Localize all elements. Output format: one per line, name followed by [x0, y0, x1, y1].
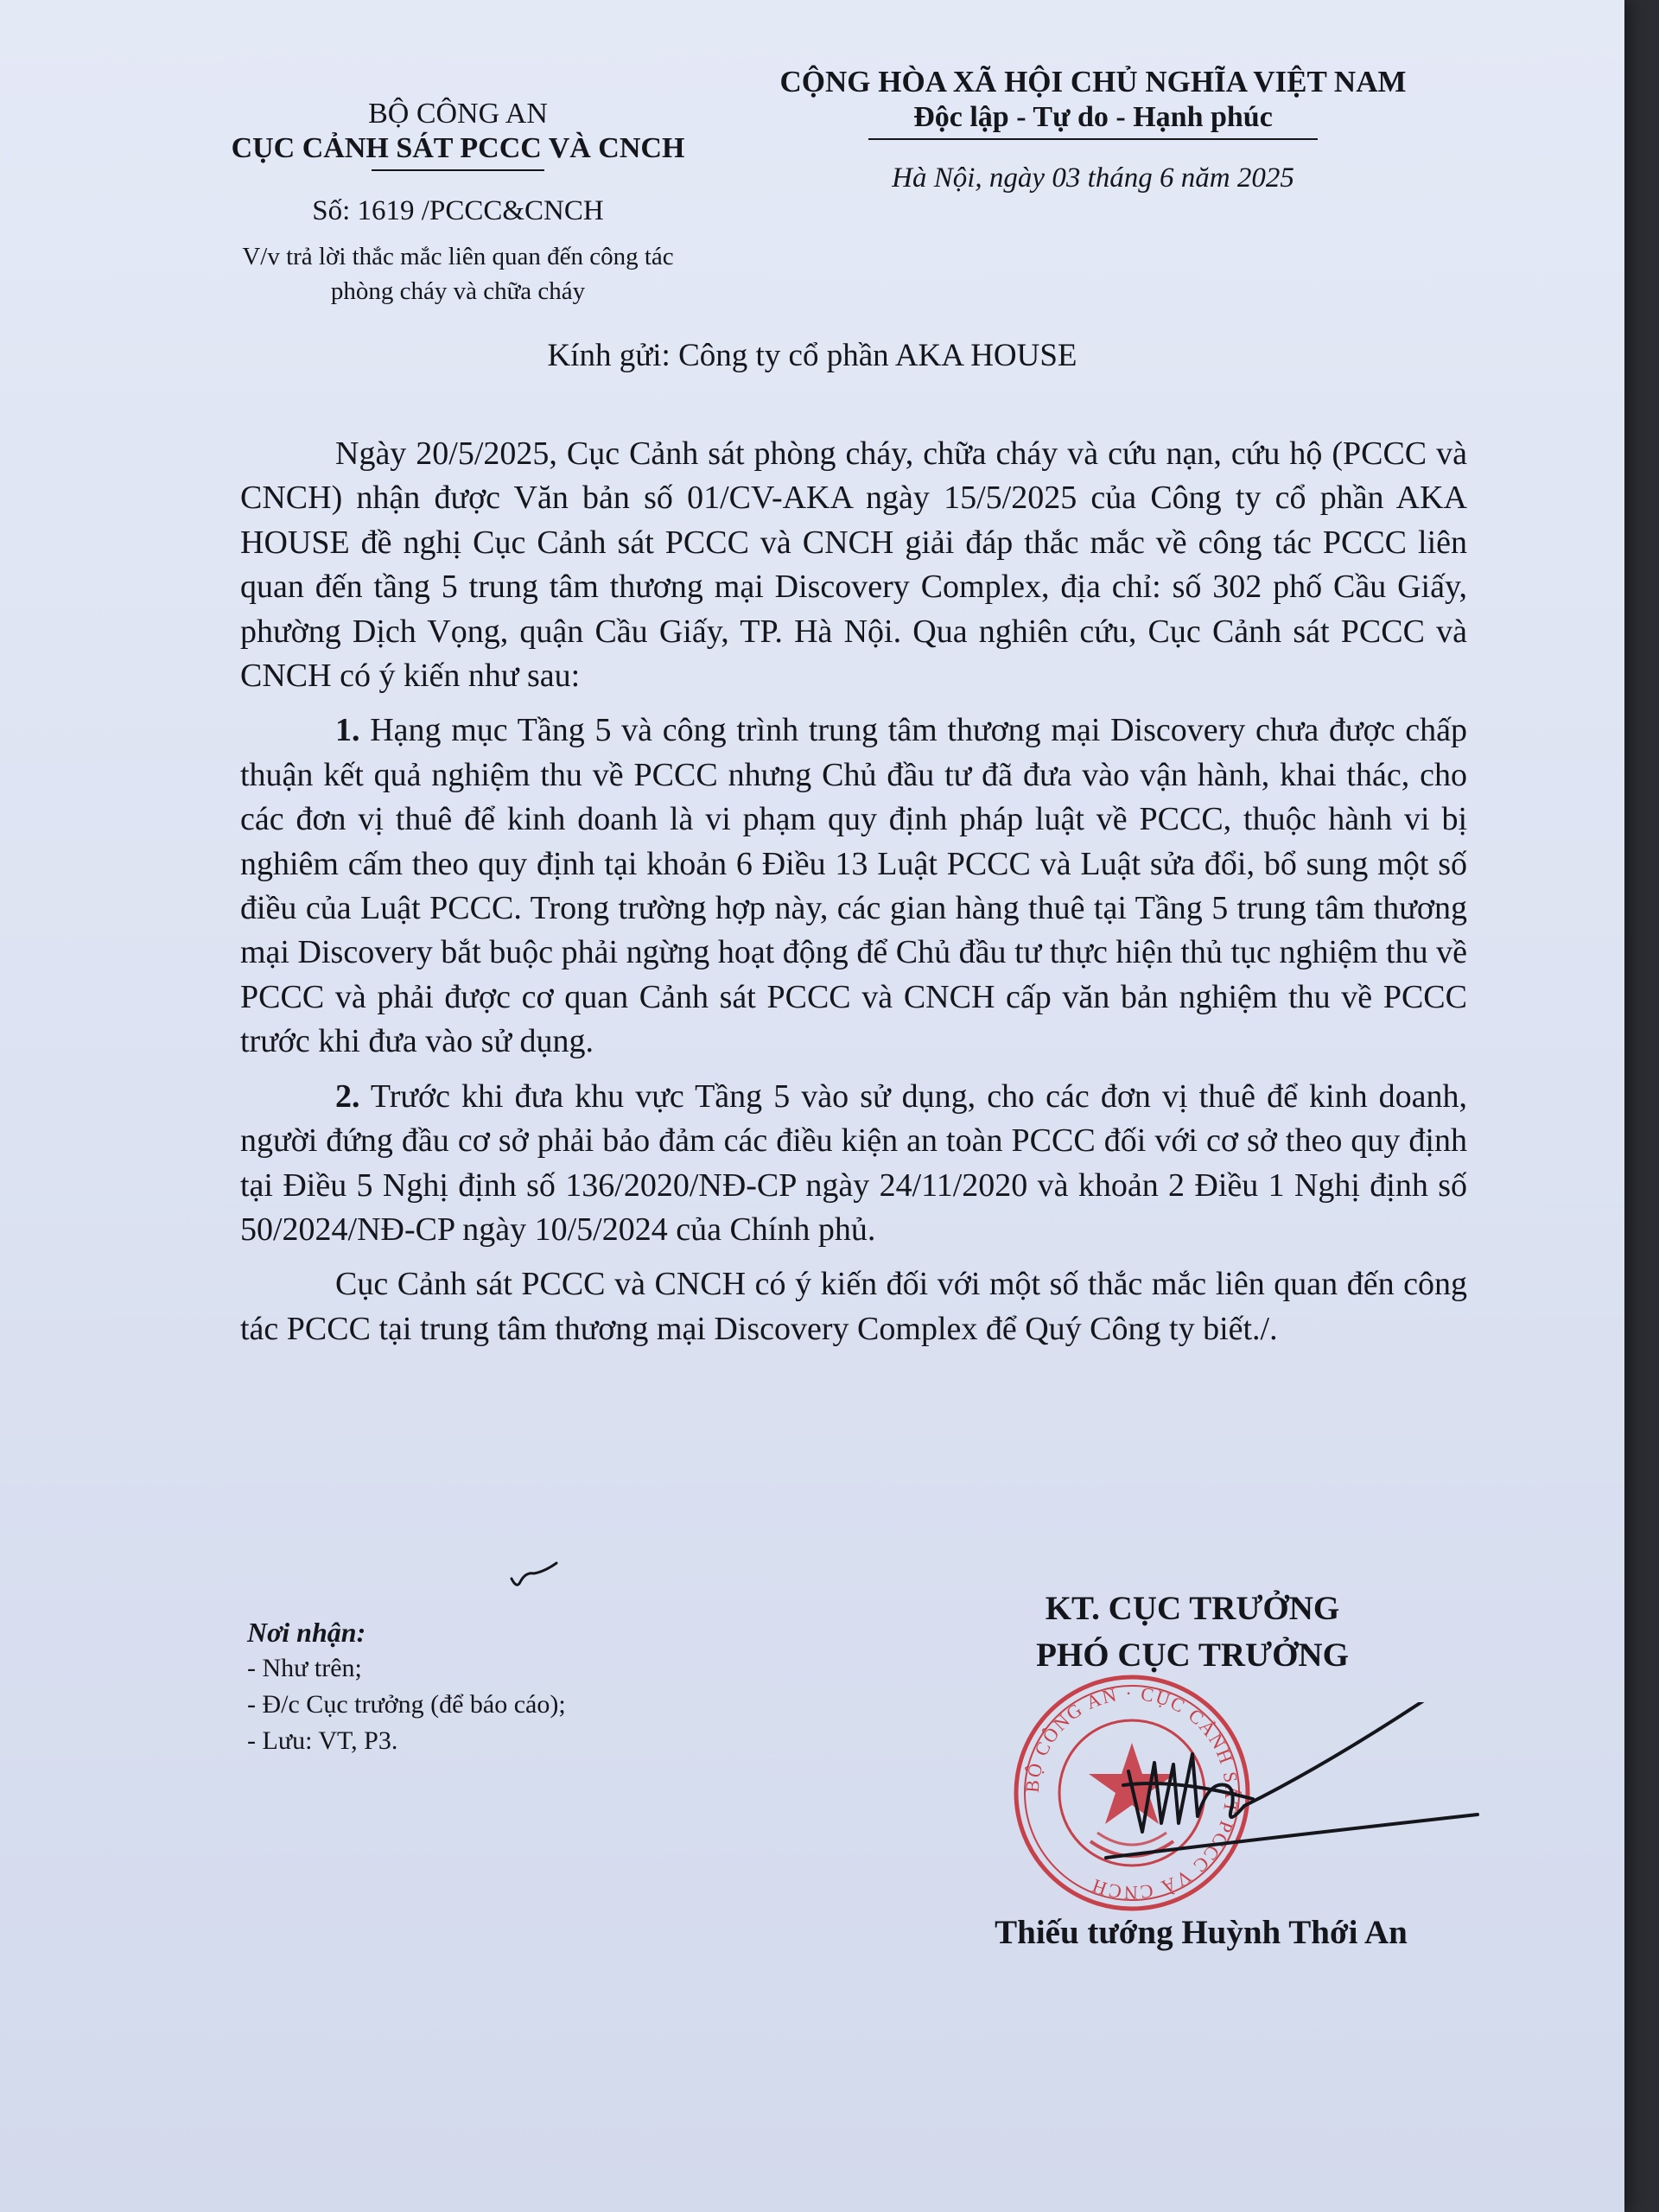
seal-text: BỘ CÔNG AN · CỤC CẢNH SÁT PCCC VÀ CNCH — [1020, 1681, 1243, 1904]
recipients-title: Nơi nhận: — [247, 1617, 366, 1648]
recipient-item: - Đ/c Cục trưởng (để báo cáo); — [247, 1690, 566, 1719]
signatory-line-2: PHÓ CỤC TRƯỞNG — [1036, 1637, 1349, 1674]
item-2-number: 2. — [335, 1077, 360, 1115]
signatory-name: Thiếu tướng Huỳnh Thới An — [995, 1914, 1408, 1951]
national-motto: Độc lập - Tự do - Hạnh phúc — [913, 101, 1273, 133]
paragraph-item-2 — [240, 1075, 1467, 1253]
recipient-item: - Như trên; — [247, 1654, 362, 1682]
initial-tick-mark — [508, 1560, 560, 1594]
subject-line-2: phòng cháy và chữa cháy — [330, 277, 586, 305]
recipients-block — [247, 1614, 852, 1759]
ministry-name: BỘ CÔNG AN — [368, 98, 548, 130]
item-1-number: 1. — [335, 712, 360, 749]
department-underline — [372, 169, 544, 171]
signatory-title — [950, 1586, 1434, 1679]
recipient-item: - Lưu: VT, P3. — [247, 1726, 398, 1755]
paragraph-closing: Cục Cảnh sát PCCC và CNCH có ý kiến đối với một số thắc mắc liên quan đến công tác PCCC tại trung tâm thương mại Discovery Complex để Quý Công ty biết./. — [240, 1266, 1467, 1347]
national-header — [734, 64, 1452, 194]
handwritten-signature — [1071, 1702, 1486, 1875]
paragraph-intro: Ngày 20/5/2025, Cục Cảnh sát phòng cháy, chữa cháy và cứu nạn, cứu hộ (PCCC và CNCH) nhận được Văn bản số 01/CV-AKA ngày 15/5/2025 của Công ty cổ phần AKA HOUSE đề nghị Cục Cảnh sát PCCC và CNCH giải đáp thắc mắc về công tác PCCC liên quan đến tầng 5 trung tâm thương mại Discovery Complex, địa chỉ: số 302 phố Cầu Giấy, phường Dịch Vọng, quận Cầu Giấy, TP. Hà Nội. Qua nghiên cứu, Cục Cảnh sát PCCC và CNCH có ý kiến như sau: — [240, 435, 1467, 695]
recipient-line: Kính gửi: Công ty cổ phần AKA HOUSE — [547, 338, 1077, 373]
item-2-text: Trước khi đưa khu vực Tầng 5 vào sử dụng, cho các đơn vị thuê để kinh doanh, người đứng đầu cơ sở phải bảo đảm các điều kiện an toàn PCCC đối với cơ sở theo quy định tại Điều 5 Nghị định số 136/2020/NĐ-CP ngày 24/11/2020 và khoản 2 Điều 1 Nghị định số 50/2024/NĐ-CP ngày 10/5/2024 của Chính phủ. — [240, 1077, 1467, 1248]
paragraph-item-1 — [240, 709, 1467, 1064]
letter-body — [240, 432, 1467, 1362]
signatory-line-1: KT. CỤC TRƯỞNG — [1045, 1590, 1340, 1627]
subject-line-1: V/v trả lời thắc mắc liên quan đến công tác — [242, 243, 674, 270]
item-1-text: Hạng mục Tầng 5 và công trình trung tâm thương mại Discovery chưa được chấp thuận kết quả nghiệm thu về PCCC nhưng Chủ đầu tư đã đưa vào vận hành, khai thác, cho các đơn vị thuê để kinh doanh là vi phạm quy định pháp luật về PCCC, thuộc hành vi bị nghiêm cấm theo quy định tại khoản 6 Điều 13 Luật PCCC và Luật sửa đổi, bổ sung một số điều của Luật PCCC. Trong trường hợp này, các gian hàng thuê tại Tầng 5 trung tâm thương mại Discovery bắt buộc phải ngừng hoạt động để Chủ đầu tư thực hiện thủ tục nghiệm thu về PCCC và phải được cơ quan Cảnh sát PCCC và CNCH cấp văn bản nghiệm thu về PCCC trước khi đưa vào sử dụng. — [240, 712, 1468, 1060]
department-name: CỤC CẢNH SÁT PCCC VÀ CNCH — [231, 132, 685, 164]
nation-title: CỘNG HÒA XÃ HỘI CHỦ NGHĨA VIỆT NAM — [779, 65, 1407, 99]
issuer-header — [173, 97, 743, 308]
place-date: Hà Nội, ngày 03 tháng 6 năm 2025 — [892, 162, 1294, 194]
motto-underline — [868, 138, 1318, 140]
document-number: Số: 1619 /PCCC&CNCH — [312, 195, 604, 226]
